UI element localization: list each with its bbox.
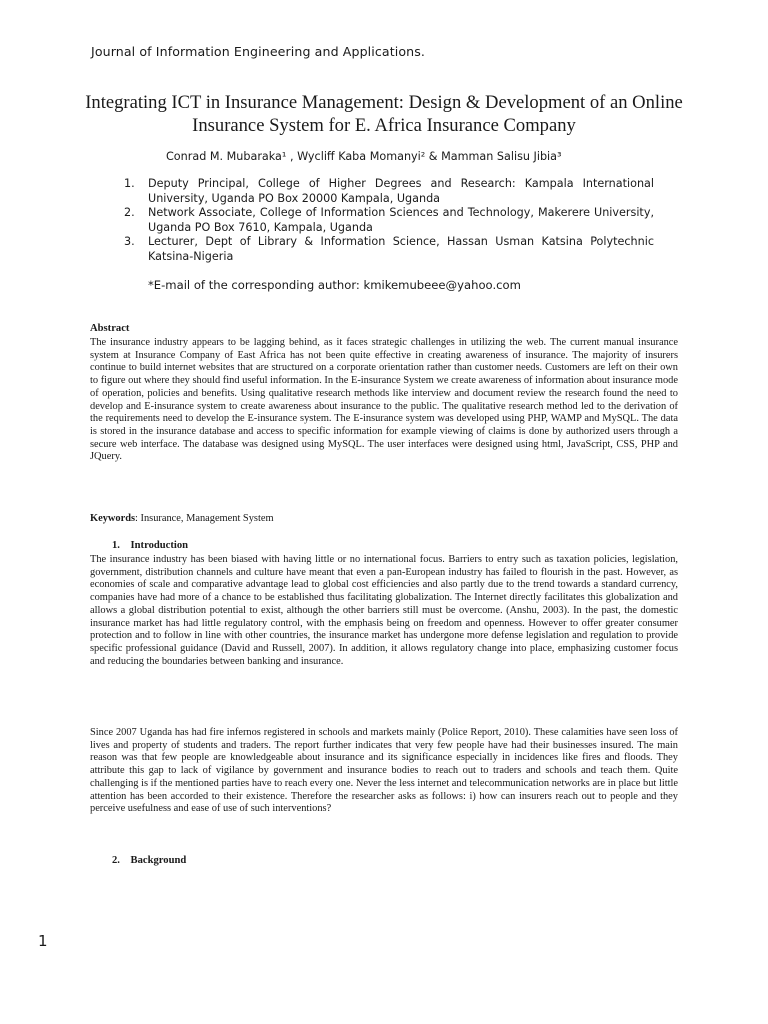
keywords-line bbox=[90, 513, 678, 526]
affiliation-number: 3. bbox=[124, 235, 135, 249]
affiliation-text: Deputy Principal, College of Higher Degrees and Research: Kampala International University, Uganda PO Box 20000 Kampala, Uganda bbox=[148, 177, 654, 205]
affiliation-item bbox=[124, 177, 654, 206]
keywords-label: Keywords bbox=[90, 513, 136, 524]
keywords-text: : Insurance, Management System bbox=[135, 513, 274, 524]
affiliation-number: 1. bbox=[124, 177, 135, 190]
affiliation-number: 2. bbox=[124, 206, 135, 220]
paper-title: Integrating ICT in Insurance Management: Design & Development of an Online Insurance System for E. Africa Insurance Company bbox=[85, 92, 683, 136]
page-number: 1 bbox=[38, 932, 48, 950]
background-heading: 2. Background bbox=[112, 855, 187, 866]
abstract-text: The insurance industry appears to be lagging behind, as it faces strategic challenges in utilizing the web. The current manual insurance system at Insurance Company of East Africa has not been quite effective in creating awareness of insurance. The majority of insurers continue to build internet websites that are structured on a corporate orientation rather than customer needs. Customers are left on their own to figure out where they should find useful information. In the E-insurance System we create awareness of information about insurance mode of operation, policies and benefits. Using qualitative research methods like interview and document review the research found the need to develop and E-insurance system to create awareness about insurance to the public. The qualitative research method led to the derivation of the requirements need to develop the E-insurance system. The E-insurance system was developed using PHP, WAMP and MySQL. The data is stored in the insurance database and access to specific information for example viewing of claims is done by authorized users through a secure web interface. The database was designed using MySQL. The user interfaces were designed using html, JavaScript, CSS, PHP and JQuery. bbox=[90, 337, 678, 463]
abstract-heading: Abstract bbox=[90, 323, 130, 334]
corresponding-email: *E-mail of the corresponding author: kmikemubeee@yahoo.com bbox=[148, 278, 521, 292]
affiliation-item bbox=[124, 206, 654, 235]
affiliation-list bbox=[124, 177, 654, 265]
introduction-paragraph-2: Since 2007 Uganda has had fire infernos registered in schools and markets mainly (Police Report, 2010). These calamities have seen loss of lives and property of students and traders. The report further indicates that very few people have had their businesses insured. The main reason was that few people are knowledgeable about insurance and its significance especially in incidences like fires and floods. They attribute this gap to lack of vigilance by government and insurance bodies to reach out to traders and schools and teach them. Quite challenging is if the mentioned parties have to reach every one. Never the less internet and telecommunication networks are in place but little attention has been accorded to their existence. Therefore the researcher asks as follows: i) how can insurers reach out to people and they perceive usefulness and ease of use of such interventions? bbox=[90, 727, 678, 815]
affiliation-item bbox=[124, 235, 654, 264]
journal-name: Journal of Information Engineering and Applications. bbox=[91, 44, 425, 59]
affiliation-text: Network Associate, College of Information Sciences and Technology, Makerere University, Uganda PO Box 7610, Kampala, Uganda bbox=[148, 206, 654, 234]
introduction-heading: 1. Introduction bbox=[112, 540, 189, 551]
author-list: Conrad M. Mubaraka¹ , Wycliff Kaba Momanyi² & Mamman Salisu Jibia³ bbox=[166, 150, 562, 163]
introduction-paragraph-1: The insurance industry has been biased with having little or no international focus. Barriers to entry such as taxation policies, legislation, government, distribution channels and culture have meant that even a pan-European industry has failed to flourish in the past. However, as economies of scale and comparative advantage lead to global cost efficiencies and also partly due to the trend towards a standard currency, companies have had more of a chance to be established thus facilitating globalization. The Internet directly facilitates this globalization and allows a global distribution potential to exist, although the other barriers still must be overcome. (Anshu, 2003). In the past, the domestic insurance market has had little regulatory control, with the emphasis being on freedom and openness. However to offer greater consumer protection and to follow in line with other countries, the insurance market has undergone more defense legislation and regulation to provide specific professional guidance (David and Russell, 2007). In addition, it allows regulatory change into place, emphasizing customer focus and reducing the boundaries between banking and insurance. bbox=[90, 554, 678, 667]
affiliation-text: Lecturer, Dept of Library & Information Science, Hassan Usman Katsina Polytechnic Katsina-Nigeria bbox=[148, 235, 654, 263]
